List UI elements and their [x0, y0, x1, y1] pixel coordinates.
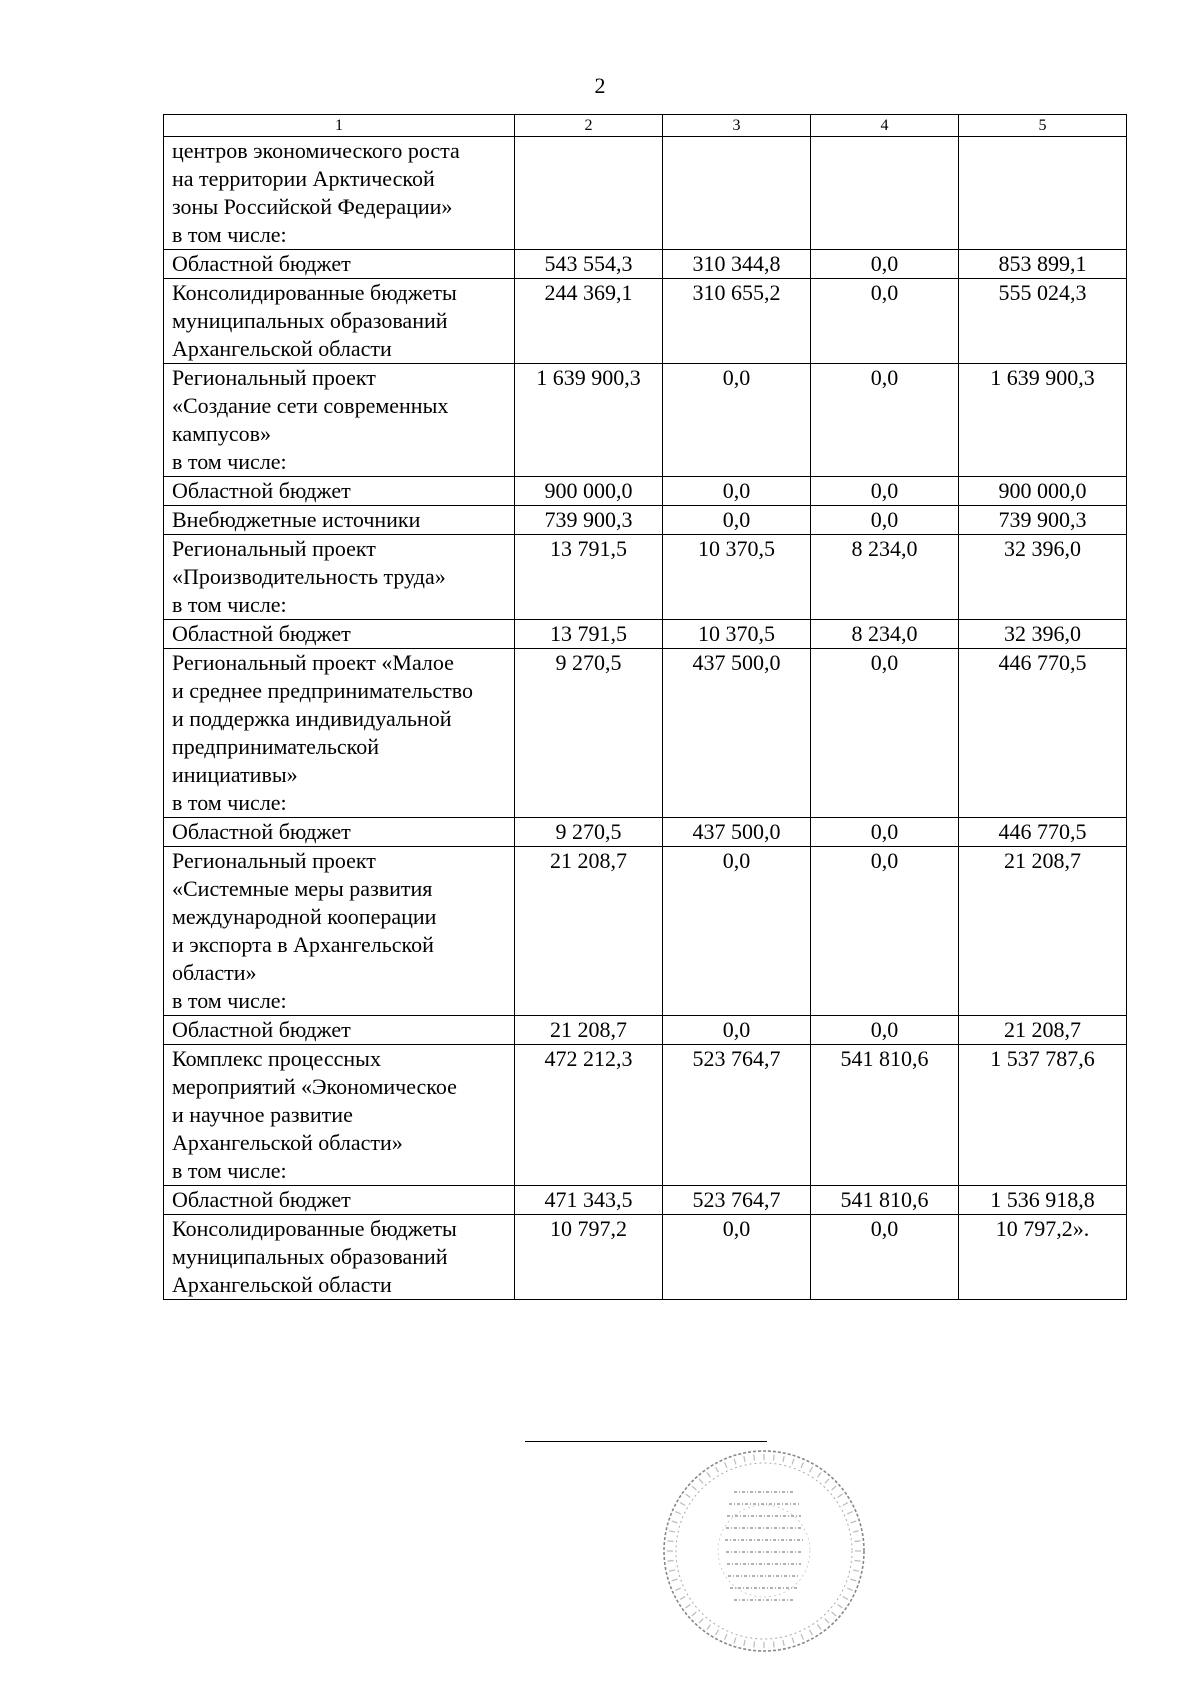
value-cell: 0,0	[663, 364, 811, 477]
table-row	[164, 279, 1127, 364]
value-cell: 0,0	[811, 477, 959, 506]
value-cell: 0,0	[811, 250, 959, 279]
budget-table	[163, 114, 1127, 1300]
value-cell: 0,0	[811, 1215, 959, 1300]
row-label: Внебюджетные источники	[164, 506, 515, 535]
column-number-4: 4	[811, 115, 959, 137]
table-row	[164, 364, 1127, 477]
row-label: Региональный проект «Создание сети современных кампусов» в том числе:	[164, 364, 515, 477]
row-label: Областной бюджет	[164, 620, 515, 649]
table-row	[164, 250, 1127, 279]
value-cell: 1 639 900,3	[515, 364, 663, 477]
column-number-3: 3	[663, 115, 811, 137]
value-cell: 21 208,7	[959, 847, 1127, 1016]
table-row	[164, 649, 1127, 818]
table-row	[164, 535, 1127, 620]
value-cell: 0,0	[663, 506, 811, 535]
value-cell: 900 000,0	[959, 477, 1127, 506]
value-cell: 472 212,3	[515, 1045, 663, 1186]
table-row	[164, 818, 1127, 847]
value-cell: 0,0	[811, 506, 959, 535]
value-cell: 541 810,6	[811, 1186, 959, 1215]
value-cell: 853 899,1	[959, 250, 1127, 279]
table-row	[164, 477, 1127, 506]
value-cell: 8 234,0	[811, 620, 959, 649]
value-cell: 0,0	[811, 818, 959, 847]
table-row	[164, 620, 1127, 649]
value-cell: 0,0	[811, 364, 959, 477]
row-label: Областной бюджет	[164, 477, 515, 506]
value-cell: 0,0	[663, 847, 811, 1016]
value-cell: 1 639 900,3	[959, 364, 1127, 477]
official-seal-icon	[661, 1448, 867, 1654]
value-cell	[959, 137, 1127, 250]
value-cell: 0,0	[811, 649, 959, 818]
row-label: Комплекс процессных мероприятий «Экономическое и научное развитие Архангельской области» в том числе:	[164, 1045, 515, 1186]
value-cell: 310 655,2	[663, 279, 811, 364]
row-label: Региональный проект «Системные меры развития международной кооперации и экспорта в Архангельской области» в том числе:	[164, 847, 515, 1016]
value-cell: 9 270,5	[515, 649, 663, 818]
value-cell: 13 791,5	[515, 535, 663, 620]
row-label: Областной бюджет	[164, 818, 515, 847]
row-label: Консолидированные бюджеты муниципальных образований Архангельской области	[164, 1215, 515, 1300]
value-cell	[663, 137, 811, 250]
value-cell: 10 797,2».	[959, 1215, 1127, 1300]
value-cell: 523 764,7	[663, 1186, 811, 1215]
table-row	[164, 506, 1127, 535]
value-cell: 32 396,0	[959, 620, 1127, 649]
value-cell	[811, 137, 959, 250]
row-label: центров экономического роста на территории Арктической зоны Российской Федерации» в том числе:	[164, 137, 515, 250]
value-cell: 0,0	[811, 279, 959, 364]
value-cell: 0,0	[663, 1215, 811, 1300]
row-label: Консолидированные бюджеты муниципальных образований Архангельской области	[164, 279, 515, 364]
table-row	[164, 847, 1127, 1016]
value-cell: 32 396,0	[959, 535, 1127, 620]
table-row	[164, 1016, 1127, 1045]
value-cell	[515, 137, 663, 250]
table-header-row	[164, 115, 1127, 137]
signature-line	[525, 1441, 767, 1442]
value-cell: 543 554,3	[515, 250, 663, 279]
value-cell: 9 270,5	[515, 818, 663, 847]
value-cell: 446 770,5	[959, 818, 1127, 847]
row-label: Региональный проект «Производительность труда» в том числе:	[164, 535, 515, 620]
value-cell: 10 370,5	[663, 535, 811, 620]
row-label: Областной бюджет	[164, 1016, 515, 1045]
value-cell: 0,0	[663, 1016, 811, 1045]
column-number-1: 1	[164, 115, 515, 137]
value-cell: 555 024,3	[959, 279, 1127, 364]
value-cell: 446 770,5	[959, 649, 1127, 818]
table-row	[164, 1215, 1127, 1300]
value-cell: 10 797,2	[515, 1215, 663, 1300]
value-cell: 21 208,7	[515, 847, 663, 1016]
column-number-5: 5	[959, 115, 1127, 137]
value-cell: 541 810,6	[811, 1045, 959, 1186]
value-cell: 523 764,7	[663, 1045, 811, 1186]
value-cell: 0,0	[811, 847, 959, 1016]
value-cell: 437 500,0	[663, 818, 811, 847]
row-label: Региональный проект «Малое и среднее предпринимательство и поддержка индивидуальной предпринимательской инициативы» в том числе:	[164, 649, 515, 818]
value-cell: 1 537 787,6	[959, 1045, 1127, 1186]
row-label: Областной бюджет	[164, 1186, 515, 1215]
value-cell: 0,0	[811, 1016, 959, 1045]
value-cell: 21 208,7	[515, 1016, 663, 1045]
table-row	[164, 137, 1127, 250]
value-cell: 310 344,8	[663, 250, 811, 279]
value-cell: 8 234,0	[811, 535, 959, 620]
value-cell: 739 900,3	[515, 506, 663, 535]
value-cell: 10 370,5	[663, 620, 811, 649]
table-row	[164, 1186, 1127, 1215]
column-number-2: 2	[515, 115, 663, 137]
value-cell: 244 369,1	[515, 279, 663, 364]
value-cell: 21 208,7	[959, 1016, 1127, 1045]
value-cell: 437 500,0	[663, 649, 811, 818]
value-cell: 900 000,0	[515, 477, 663, 506]
value-cell: 739 900,3	[959, 506, 1127, 535]
value-cell: 0,0	[663, 477, 811, 506]
page-number: 2	[594, 73, 606, 98]
row-label: Областной бюджет	[164, 250, 515, 279]
value-cell: 471 343,5	[515, 1186, 663, 1215]
value-cell: 1 536 918,8	[959, 1186, 1127, 1215]
value-cell: 13 791,5	[515, 620, 663, 649]
table-row	[164, 1045, 1127, 1186]
